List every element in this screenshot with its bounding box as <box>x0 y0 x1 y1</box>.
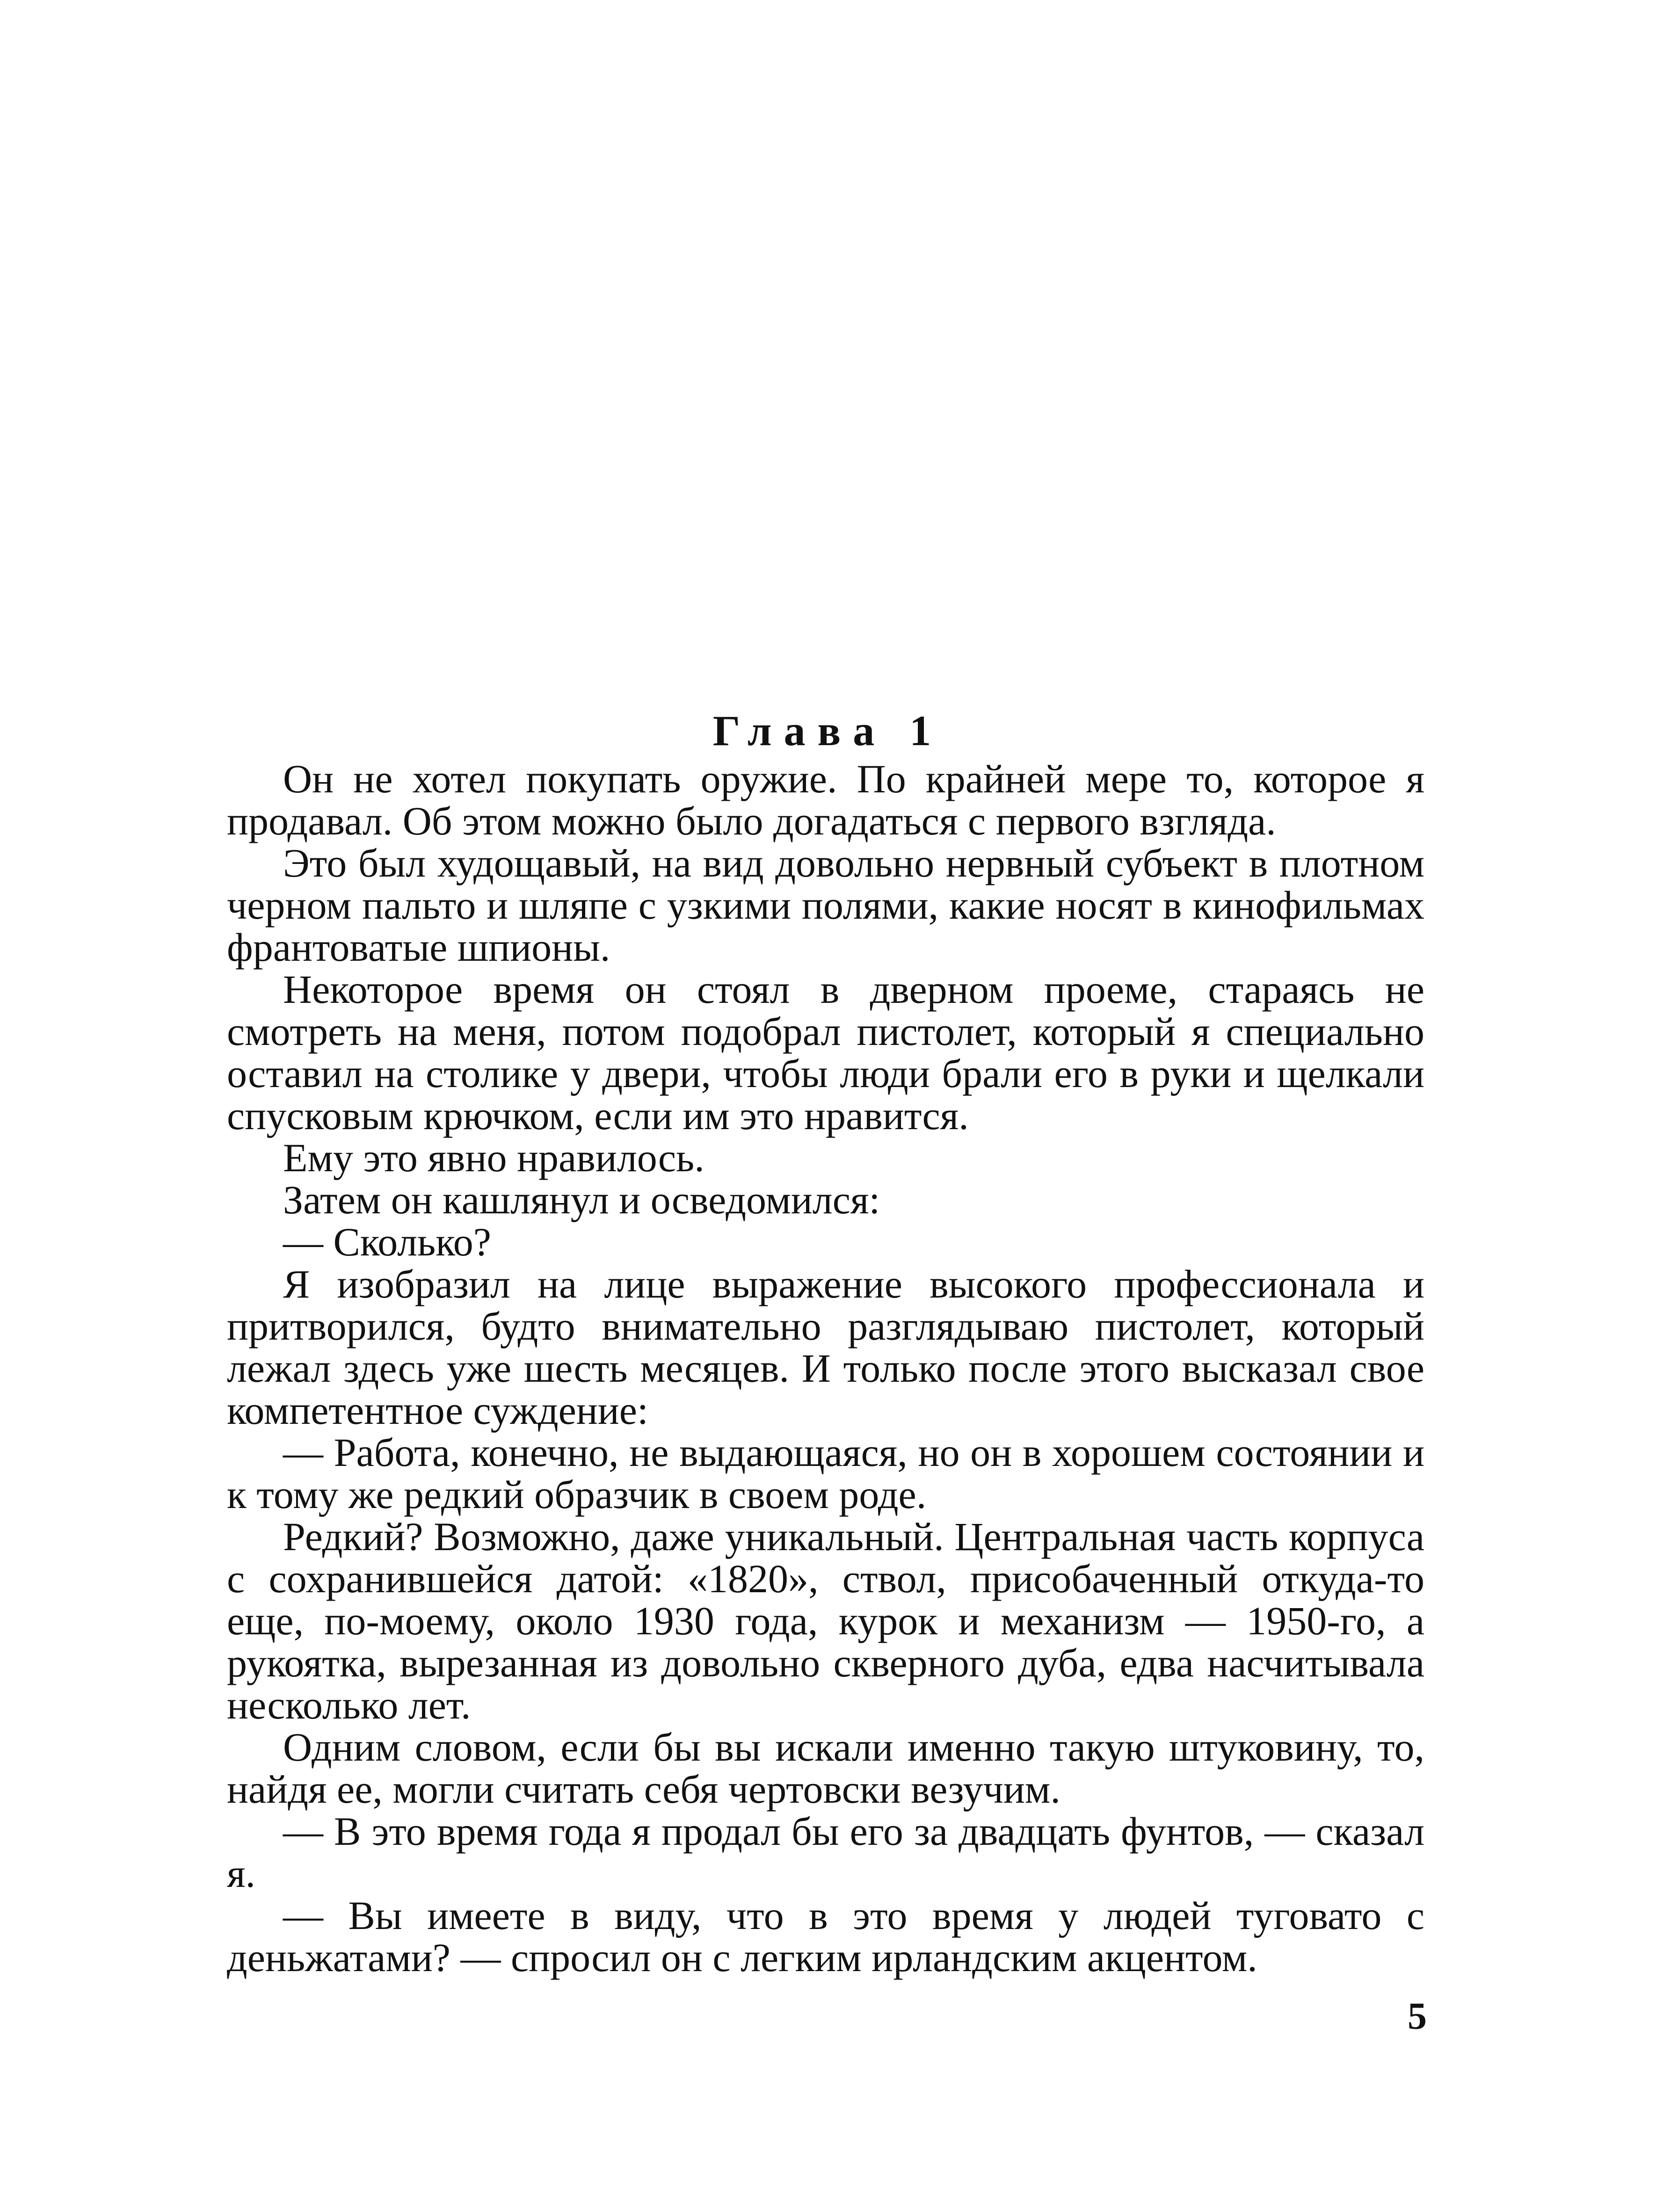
dialogue-line: — В это время года я продал бы его за двадцать фунтов, — сказал я. <box>227 1809 1424 1896</box>
paragraph: Я изобразил на лице выражение высокого профессионала и притворился, будто внимательно разглядываю пистолет, который лежал здесь уже шесть месяцев. И только после этого высказал свое компетентное суждение: <box>227 1262 1424 1433</box>
paragraph: Он не хотел покупать оружие. По крайней мере то, которое я продавал. Об этом можно было догадаться с первого взгляда. <box>227 756 1424 843</box>
paragraph: Это был худощавый, на вид довольно нервный субъект в плотном черном пальто и шляпе с узкими полями, какие носят в кинофильмах франтоватые шпионы. <box>227 841 1424 970</box>
paragraph: Некоторое время он стоял в дверном проеме, стараясь не смотреть на меня, потом подобрал пистолет, который я специально оставил на столике у двери, чтобы люди брали его в руки и щелкали спусковым крючком, если им это нравится. <box>227 967 1424 1138</box>
chapter-body <box>227 758 1424 1979</box>
dialogue-line: — Сколько? <box>283 1219 491 1264</box>
paragraph: Редкий? Возможно, даже уникальный. Центральная часть корпуса с сохранившейся датой: «1820», ствол, присобаченный откуда-то еще, по-моему, около 1930 года, курок и механизм — 1950-го, а рукоятка, вырезанная из довольно скверного дуба, едва насчитывала несколько лет. <box>227 1514 1424 1727</box>
paragraph: Затем он кашлянул и осведомился: <box>283 1177 880 1222</box>
dialogue-line: — Работа, конечно, не выдающаяся, но он в хорошем состоянии и к тому же редкий образчик в своем роде. <box>227 1430 1424 1517</box>
paragraph: Ему это явно нравилось. <box>283 1135 705 1180</box>
dialogue-line: — Вы имеете в виду, что в это время у людей туговато с деньжатами? — спросил он с легким ирландским акцентом. <box>227 1893 1424 1980</box>
paragraph: Одним словом, если бы вы искали именно такую штуковину, то, найдя ее, могли считать себя чертовски везучим. <box>227 1725 1424 1812</box>
chapter-title: Глава 1 <box>712 706 944 754</box>
page-number: 5 <box>1408 1994 1427 2037</box>
